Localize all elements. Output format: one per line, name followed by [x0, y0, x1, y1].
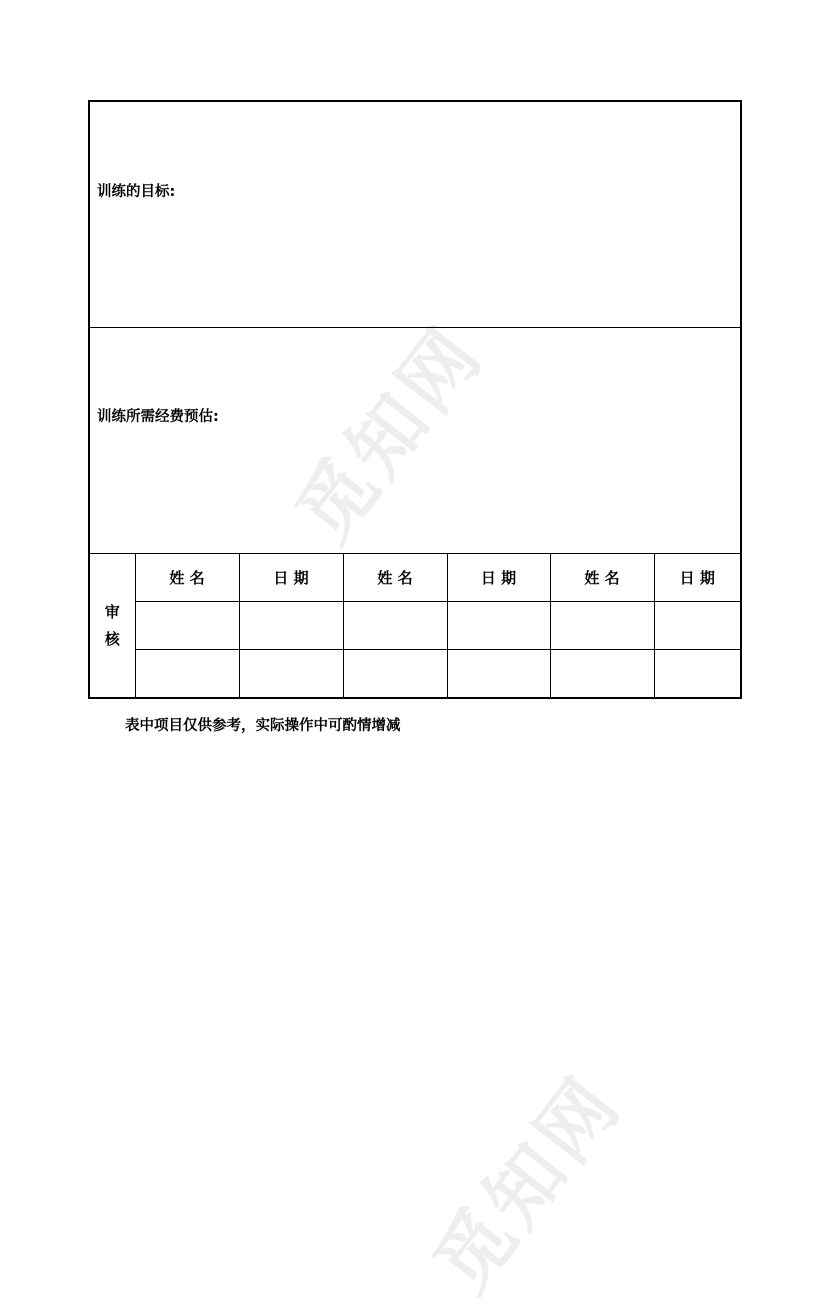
goal-label: 训练的目标:	[97, 184, 176, 200]
date-cell[interactable]	[654, 601, 740, 649]
review-header-row	[90, 554, 740, 601]
footnote: 表中项目仅供参考，实际操作中可酌情增减	[125, 718, 401, 734]
date-cell[interactable]	[239, 649, 343, 698]
name-cell[interactable]	[550, 601, 654, 649]
date-cell[interactable]	[447, 601, 550, 649]
header-date-1: 日 期	[239, 554, 343, 601]
table-row	[90, 649, 740, 698]
name-cell[interactable]	[343, 601, 447, 649]
goal-section[interactable]	[90, 102, 740, 328]
review-table	[90, 554, 740, 699]
header-name-2: 姓 名	[343, 554, 447, 601]
name-cell[interactable]	[343, 649, 447, 698]
budget-label: 训练所需经费预估:	[97, 409, 219, 425]
watermark: 觅知网	[416, 1058, 639, 1308]
header-name-1: 姓 名	[135, 554, 239, 601]
name-cell[interactable]	[135, 649, 239, 698]
watermark: 觅知网	[278, 308, 501, 558]
header-date-3: 日 期	[654, 554, 740, 601]
review-side-label: 审 核	[90, 554, 135, 699]
header-date-2: 日 期	[447, 554, 550, 601]
header-name-3: 姓 名	[550, 554, 654, 601]
name-cell[interactable]	[135, 601, 239, 649]
budget-section[interactable]	[90, 328, 740, 554]
date-cell[interactable]	[447, 649, 550, 698]
date-cell[interactable]	[654, 649, 740, 698]
training-form	[88, 100, 742, 699]
table-row	[90, 601, 740, 649]
name-cell[interactable]	[550, 649, 654, 698]
date-cell[interactable]	[239, 601, 343, 649]
